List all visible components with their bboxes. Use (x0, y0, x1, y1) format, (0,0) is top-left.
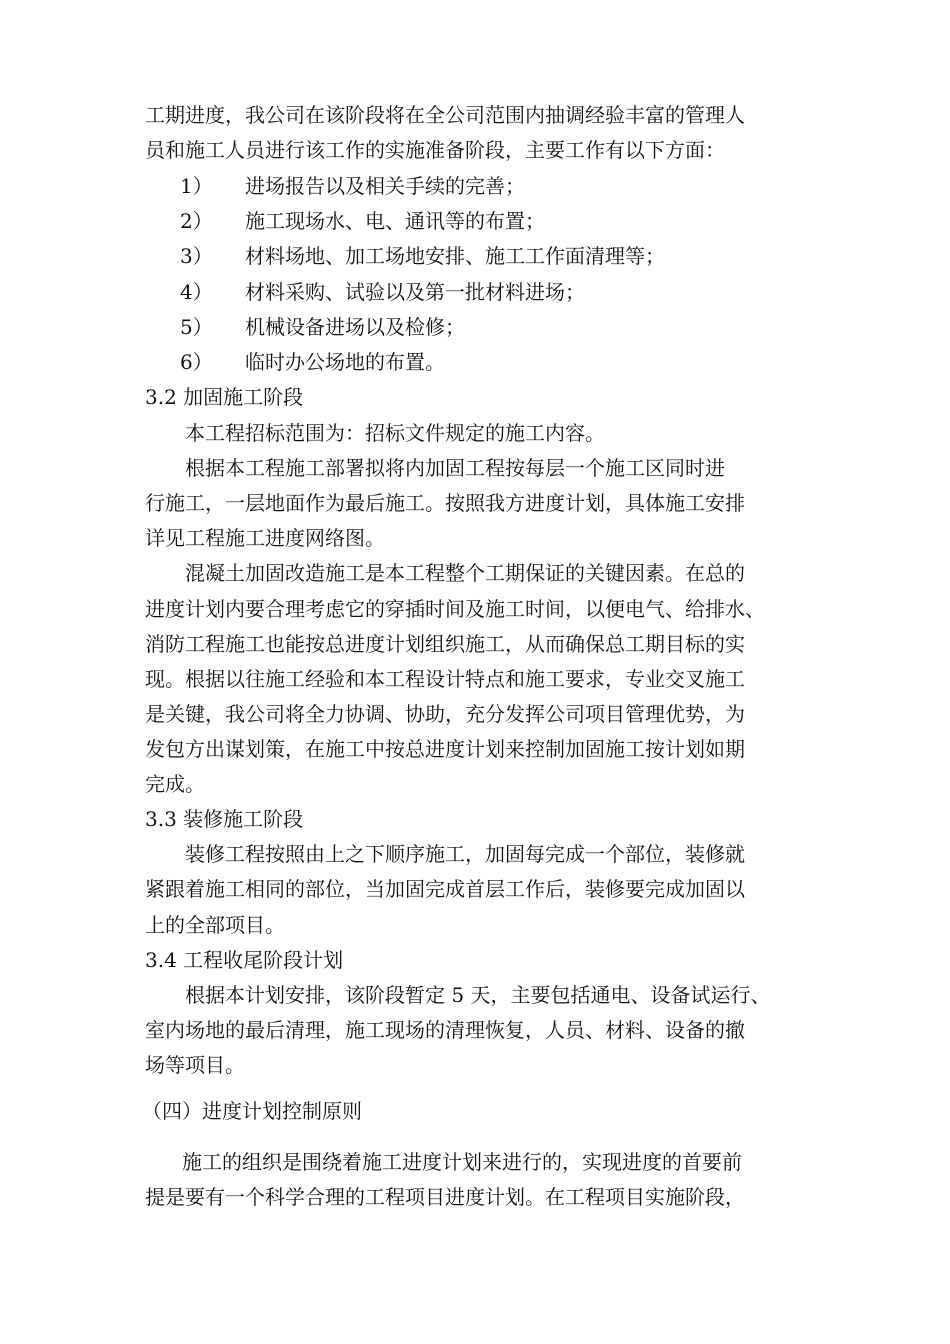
list-item-number: 6） (180, 350, 213, 374)
body-line: 完成。 (145, 772, 205, 796)
list-item-number: 3） (180, 244, 213, 268)
list-item-text: 进场报告以及相关手续的完善； (245, 174, 525, 198)
list-item-text: 机械设备进场以及检修； (245, 315, 465, 339)
body-line: 本工程招标范围为：招标文件规定的施工内容。 (185, 421, 605, 445)
body-line: 场等项目。 (145, 1053, 245, 1077)
section-heading: 3.3 装修施工阶段 (145, 807, 304, 831)
body-line: 施工的组织是围绕着施工进度计划来进行的，实现进度的首要前 (182, 1150, 742, 1174)
body-line: 混凝土加固改造施工是本工程整个工期保证的关键因素。在总的 (185, 561, 745, 585)
body-line: 消防工程施工也能按总进度计划组织施工，从而确保总工期目标的实 (145, 632, 745, 656)
body-line: 工期进度，我公司在该阶段将在全公司范围内抽调经验丰富的管理人 (145, 103, 745, 127)
body-line: 现。根据以往施工经验和本工程设计特点和施工要求，专业交叉施工 (145, 667, 745, 691)
body-line: 行施工，一层地面作为最后施工。按照我方进度计划，具体施工安排 (145, 491, 745, 515)
list-item-number: 5） (180, 315, 213, 339)
list-item-text: 施工现场水、电、通讯等的布置； (245, 209, 545, 233)
body-line: 根据本计划安排，该阶段暂定 5 天，主要包括通电、设备试运行、 (185, 983, 771, 1007)
list-item-text: 材料场地、加工场地安排、施工工作面清理等； (245, 244, 665, 268)
body-line: 装修工程按照由上之下顺序施工，加固每完成一个部位，装修就 (185, 842, 745, 866)
list-item-number: 4） (180, 280, 213, 304)
body-line: 室内场地的最后清理，施工现场的清理恢复，人员、材料、设备的撤 (145, 1018, 745, 1042)
body-line: 根据本工程施工部署拟将内加固工程按每层一个施工区同时进 (185, 456, 725, 480)
body-line: 详见工程施工进度网络图。 (145, 526, 385, 550)
section-heading: （四）进度计划控制原则 (142, 1099, 362, 1123)
list-item-number: 1） (180, 174, 213, 198)
list-item-number: 2） (180, 209, 213, 233)
body-line: 紧跟着施工相同的部位，当加固完成首层工作后，装修要完成加固以 (145, 877, 745, 901)
body-line: 进度计划内要合理考虑它的穿插时间及施工时间，以便电气、给排水、 (145, 597, 765, 621)
body-line: 提是要有一个科学合理的工程项目进度计划。在工程项目实施阶段， (145, 1185, 745, 1209)
body-line: 是关键，我公司将全力协调、协助，充分发挥公司项目管理优势，为 (145, 702, 745, 726)
section-heading: 3.4 工程收尾阶段计划 (145, 948, 344, 972)
list-item-text: 材料采购、试验以及第一批材料进场； (245, 280, 585, 304)
list-item-text: 临时办公场地的布置。 (245, 350, 445, 374)
section-heading: 3.2 加固施工阶段 (145, 385, 304, 409)
body-line: 上的全部项目。 (145, 913, 285, 937)
body-line: 发包方出谋划策，在施工中按总进度计划来控制加固施工按计划如期 (145, 737, 745, 761)
body-line: 员和施工人员进行该工作的实施准备阶段，主要工作有以下方面： (145, 138, 725, 162)
